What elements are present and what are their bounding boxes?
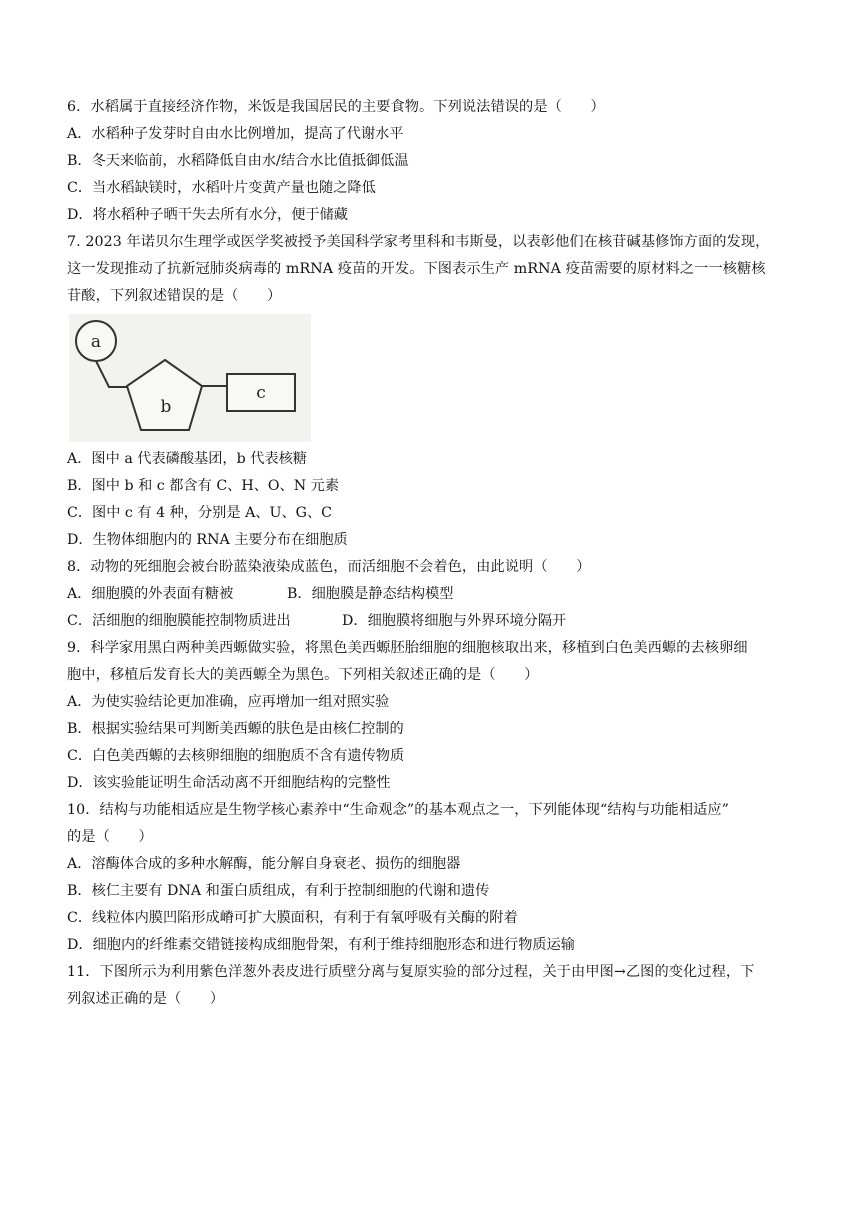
q6-option-c: C．当水稻缺镁时，水稻叶片变黄产量也随之降低	[67, 180, 376, 196]
q9-option-a: A．为使实验结论更加准确，应再增加一组对照实验	[67, 694, 390, 710]
q8-option-b: B．细胞膜是静态结构模型	[287, 586, 454, 602]
q10-stem-line-2: 的是（ ）	[67, 829, 153, 845]
q8-options-row-1	[67, 584, 797, 604]
q9-stem-line-1: 9．科学家用黑白两种美西螈做实验，将黑色美西螈胚胎细胞的细胞核取出来，移植到白色美西螈的去核卵细	[67, 640, 748, 656]
q6-option-b: B．冬天来临前，水稻降低自由水/结合水比值抵御低温	[67, 153, 409, 169]
q10-stem-line-1: 10．结构与功能相适应是生物学核心素养中“生命观念”的基本观点之一，下列能体现“结构与功能相适应”	[67, 802, 730, 818]
nucleotide-diagram-svg	[69, 314, 311, 442]
q8-option-d: D．细胞膜将细胞与外界环境分隔开	[342, 613, 567, 629]
q7-stem-line-3: 苷酸，下列叙述错误的是（ ）	[67, 288, 282, 304]
q6-stem: 6．水稻属于直接经济作物，米饭是我国居民的主要食物。下列说法错误的是（ ）	[67, 99, 605, 115]
q10-option-b: B．核仁主要有 DNA 和蛋白质组成，有利于控制细胞的代谢和遗传	[67, 883, 490, 899]
bond-phosphate-sugar	[96, 361, 127, 387]
q10-option-a: A．溶酶体合成的多种水解酶，能分解自身衰老、损伤的细胞器	[67, 856, 461, 872]
q6-option-a: A．水稻种子发芽时自由水比例增加，提高了代谢水平	[67, 126, 404, 142]
q9-option-c: C．白色美西螈的去核卵细胞的细胞质不含有遗传物质	[67, 748, 405, 764]
q9-stem-line-2: 胞中，移植后发育长大的美西螈全为黑色。下列相关叙述正确的是（ ）	[67, 667, 539, 683]
q8-stem: 8．动物的死细胞会被台盼蓝染液染成蓝色，而活细胞不会着色，由此说明（ ）	[67, 559, 591, 575]
label-a: a	[90, 332, 102, 352]
q8-options-row-2	[67, 611, 797, 631]
label-c: c	[256, 383, 266, 403]
q6-option-d: D．将水稻种子晒干失去所有水分，便于储藏	[67, 207, 348, 223]
q7-stem-line-2: 这一发现推动了抗新冠肺炎病毒的 mRNA 疫苗的开发。下图表示生产 mRNA 疫苗需要的原材料之一一核糖核	[67, 261, 766, 277]
q7-option-d: D．生物体细胞内的 RNA 主要分布在细胞质	[67, 532, 348, 548]
q7-option-b: B．图中 b 和 c 都含有 C、H、O、N 元素	[67, 478, 340, 494]
q10-option-d: D．细胞内的纤维素交错链接构成细胞骨架，有利于维持细胞形态和进行物质运输	[67, 937, 575, 953]
label-b: b	[160, 397, 172, 417]
q8-option-a: A．细胞膜的外表面有糖被	[67, 586, 234, 602]
q10-option-c: C．线粒体内膜凹陷形成嵴可扩大膜面积，有利于有氧呼吸有关酶的附着	[67, 910, 518, 926]
q11-stem-line-1: 11．下图所示为利用紫色洋葱外表皮进行质壁分离与复原实验的部分过程，关于由甲图→乙图的变化过程，下	[67, 964, 755, 980]
q8-option-c: C．活细胞的细胞膜能控制物质进出	[67, 613, 291, 629]
nucleotide-diagram	[69, 314, 311, 442]
q9-option-b: B．根据实验结果可判断美西螈的肤色是由核仁控制的	[67, 721, 404, 737]
q7-option-c: C．图中 c 有 4 种，分别是 A、U、G、C	[67, 505, 333, 521]
q11-stem-line-2: 列叙述正确的是（ ）	[67, 991, 225, 1007]
q7-option-a: A．图中 a 代表磷酸基团，b 代表核糖	[67, 451, 307, 467]
q7-stem-line-1: 7. 2023 年诺贝尔生理学或医学奖被授予美国科学家考里科和韦斯曼，以表彰他们在核苷碱基修饰方面的发现，	[67, 234, 770, 250]
ribose-pentagon	[127, 360, 202, 430]
q9-option-d: D．该实验能证明生命活动离不开细胞结构的完整性	[67, 775, 391, 791]
